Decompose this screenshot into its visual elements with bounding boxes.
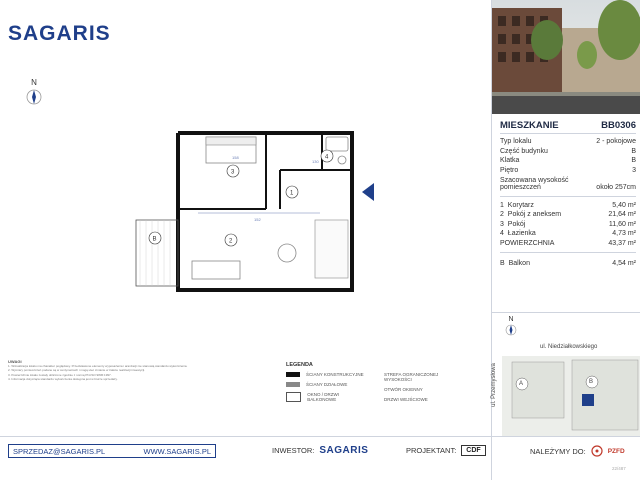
designer: [406, 445, 486, 456]
divider: [0, 436, 640, 437]
spec-header: [500, 121, 636, 130]
balcony-marker: [149, 232, 161, 244]
divider: [500, 133, 636, 134]
legend: [286, 362, 466, 402]
room-marker-1: [286, 186, 298, 198]
compass: [22, 78, 46, 108]
note-item: 3. Powierzchnie lokalu zostały obliczone zgodnie z normą PN-ISO 9836:1997.: [8, 372, 112, 377]
room-row: 3 Pokój 11,60 m²: [500, 220, 636, 228]
legend-item: STREFA OGRANICZONEJ WYSOKOŚCI: [384, 372, 439, 382]
svg-text:B: B: [152, 236, 157, 243]
legend-item: ŚCIANY KONSTRUKCYJNE: [286, 372, 366, 377]
page-number: 22/487: [612, 466, 626, 471]
investor-label: INWESTOR:: [272, 446, 315, 455]
total-row: POWIERZCHNIA 43,37 m²: [500, 239, 636, 247]
svg-text:1: 1: [290, 190, 294, 197]
svg-text:4: 4: [325, 154, 329, 161]
street-left: ul. Przemysłowa: [490, 363, 497, 407]
notes-title: UWAGI: [8, 359, 22, 364]
room-row: 1 Korytarz 5,40 m²: [500, 202, 636, 210]
legend-title: LEGENDA: [286, 362, 313, 368]
spec-row: Klatka B: [500, 157, 636, 165]
notes: [8, 360, 266, 381]
spec-code: BB0306: [601, 120, 636, 131]
designer-label: PROJEKTANT:: [406, 446, 457, 455]
location-map: [492, 312, 640, 436]
entrance-arrow-icon: [362, 183, 374, 201]
map-drawing: [492, 312, 640, 436]
map-compass: N: [504, 316, 518, 339]
building-a-label: A: [519, 381, 524, 387]
building-photo: [492, 0, 640, 114]
contact-box: [8, 444, 216, 458]
room-row: 2 Pokój z aneksem 21,64 m²: [500, 211, 636, 219]
website-link[interactable]: WWW.SAGARIS.PL: [143, 446, 211, 456]
note-item: 1. Wizualizacja lokalu ma charakter poglądowy. Przedstawione elementy wyposażenia i aranżacji nie stanowią standardu wykończenia.: [8, 364, 188, 369]
dim-label: 152: [254, 217, 261, 222]
member-label: NALEŻYMY DO:: [530, 446, 586, 456]
spec-title: MIESZKANIE: [500, 120, 559, 131]
svg-text:2: 2: [229, 238, 233, 245]
dim-label: 130: [312, 159, 319, 164]
balcony-row: B Balkon 4,54 m²: [500, 260, 636, 268]
room-marker-2: [225, 234, 237, 246]
note-item: 4. Informacja dotycząca standardu wykończenia dostępna jest w biurze sprzedaży.: [8, 376, 118, 381]
street-top: ul. Niedziałkowskiego: [540, 344, 598, 350]
apartment-location-marker: [582, 394, 594, 406]
brand-logo: SAGARIS: [8, 22, 111, 45]
spec-row: Część budynku B: [500, 147, 636, 155]
room-marker-3: [227, 165, 239, 177]
member-logo: PZFD: [607, 447, 625, 455]
room-row: 4 Łazienka 4,73 m²: [500, 230, 636, 238]
floor-plan: [130, 125, 390, 330]
divider: [500, 196, 636, 197]
compass-icon: [22, 87, 46, 107]
investor-logo: SAGARIS: [319, 445, 369, 456]
spec-row: Piętro 3: [500, 166, 636, 174]
member: [530, 445, 625, 457]
note-item: 2. Wymiary pomieszczeń podane są w centymetrach i mogą ulec zmianie w trakcie realizacji inwestycji.: [8, 368, 146, 373]
divider: [500, 252, 636, 253]
building-b-label: B: [589, 379, 594, 385]
investor: [272, 445, 368, 456]
compass-label: N: [31, 78, 37, 87]
spec-height-row: Szacowana wysokość pomieszczeń około 257cm: [500, 177, 636, 192]
room-marker-4: [321, 150, 333, 162]
svg-text:3: 3: [231, 169, 235, 176]
dim-label: 158: [232, 155, 239, 160]
spec-row: Typ lokalu 2 - pokojowe: [500, 138, 636, 146]
pzfd-emblem-icon: [591, 445, 603, 457]
designer-logo: CDF: [461, 445, 485, 456]
email-link[interactable]: SPRZEDAZ@SAGARIS.PL: [13, 446, 106, 456]
apartment-spec: [500, 121, 636, 268]
legend-item: OKNO / DRZWI BALKONOWE: [286, 392, 366, 402]
legend-item: OTWÓR OKIENNY: [384, 387, 423, 392]
legend-item: ŚCIANY DZIAŁOWE: [286, 382, 366, 387]
legend-item: DRZWI WEJŚCIOWE: [384, 397, 428, 402]
